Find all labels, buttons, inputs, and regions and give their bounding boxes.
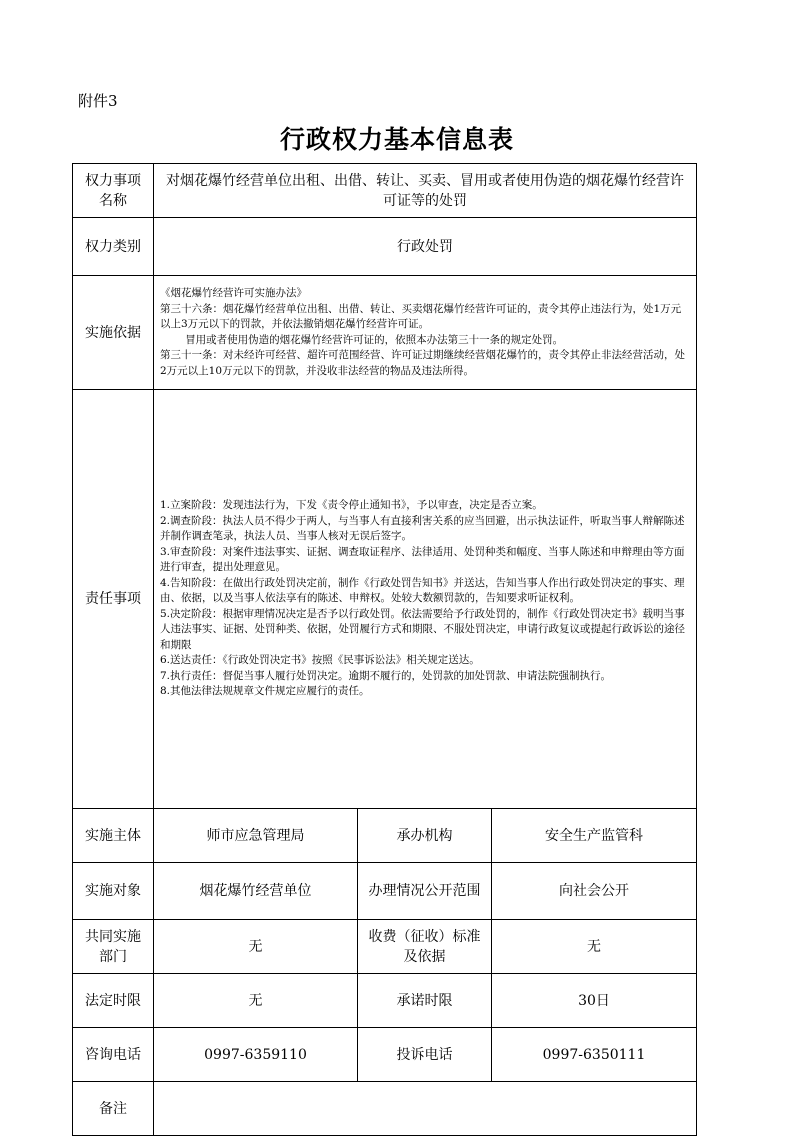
responsibility-line: 5.决定阶段：根据审理情况决定是否予以行政处罚。依法需要给予行政处罚的，制作《行政处罚决定书》载明当事人违法事实、证据、处罚种类、依据，处罚履行方式和期限、不服处罚决定，申请行政复议或提起行政诉讼的途径和期限 xyxy=(160,607,685,651)
promised-time-limit-value: 30日 xyxy=(491,973,697,1028)
responsibility-line: 2.调查阶段：执法人员不得少于两人，与当事人有直接利害关系的应当回避，出示执法证件，听取当事人辩解陈述并制作调查笔录，执法人员、当事人核对无误后签字。 xyxy=(160,514,685,543)
disclosure-scope-label: 办理情况公开范围 xyxy=(357,862,492,920)
handling-org-value: 安全生产监管科 xyxy=(491,808,697,863)
basis-label: 实施依据 xyxy=(72,275,154,390)
info-table xyxy=(72,163,697,1117)
basis-content xyxy=(153,275,697,390)
fee-standard-label: 收费（征收）标准及依据 xyxy=(357,919,492,974)
responsibility-line: 1.立案阶段：发现违法行为，下发《责令停止通知书》，予以审查，决定是否立案。 xyxy=(160,499,543,512)
attachment-label: 附件3 xyxy=(78,92,118,110)
responsibility-line: 3.审查阶段：对案件违法事实、证据、调查取证程序、法律适用、处罚种类和幅度、当事人陈述和申辩理由等方面进行审查，提出处理意见。 xyxy=(160,545,685,574)
responsibility-line: 7.执行责任：督促当事人履行处罚决定。逾期不履行的，处罚款的加处罚款、申请法院强制执行。 xyxy=(160,669,612,682)
basis-line: 《烟花爆竹经营许可实施办法》 xyxy=(160,287,307,299)
promised-time-limit-label: 承诺时限 xyxy=(357,973,492,1028)
category-label: 权力类别 xyxy=(72,217,154,276)
basis-line: 冒用或者使用伪造的烟花爆竹经营许可证的，依照本办法第三十一条的规定处罚。 xyxy=(185,333,564,346)
basis-line: 第三十六条：烟花爆竹经营单位出租、出借、转让、买卖烟花爆竹经营许可证的，责令其停止违法行为，处1万元以上3万元以下的罚款，并依法撤销烟花爆竹经营许可证。 xyxy=(160,302,682,330)
responsibility-line: 6.送达责任：《行政处罚决定书》按照《民事诉讼法》相关规定送达。 xyxy=(160,654,480,667)
responsibility-content xyxy=(153,389,697,809)
legal-time-limit-label: 法定时限 xyxy=(72,973,154,1028)
implementer-value: 师市应急管理局 xyxy=(153,808,358,863)
remark-label: 备注 xyxy=(72,1081,154,1136)
responsibility-line: 4.告知阶段：在做出行政处罚决定前，制作《行政处罚告知书》并送达，告知当事人作出行政处罚决定的事实、理由、依据，以及当事人依法享有的陈述、申辩权。处较大数额罚款的，告知要求听证权利。 xyxy=(160,576,685,605)
basis-line: 第三十一条：对未经许可经营、超许可范围经营、许可证过期继续经营烟花爆竹的，责令其停止非法经营活动，处2万元以上10万元以下的罚款，并没收非法经营的物品及违法所得。 xyxy=(160,349,685,377)
handling-org-label: 承办机构 xyxy=(357,808,492,863)
remark-value xyxy=(153,1081,697,1136)
target-value: 烟花爆竹经营单位 xyxy=(153,862,358,920)
page-title: 行政权力基本信息表 xyxy=(279,125,514,154)
implementer-label: 实施主体 xyxy=(72,808,154,863)
category-value: 行政处罚 xyxy=(153,217,697,276)
legal-time-limit-value: 无 xyxy=(153,973,358,1028)
complaint-phone-value: 0997-6350111 xyxy=(491,1027,697,1082)
responsibility-line: 8.其他法律法规规章文件规定应履行的责任。 xyxy=(160,685,370,698)
complaint-phone-label: 投诉电话 xyxy=(357,1027,492,1082)
fee-standard-value: 无 xyxy=(491,919,697,974)
item-name-value: 对烟花爆竹经营单位出租、出借、转让、买卖、冒用或者使用伪造的烟花爆竹经营许可证等的处罚 xyxy=(153,163,697,218)
consult-phone-label: 咨询电话 xyxy=(72,1027,154,1082)
joint-dept-label: 共同实施部门 xyxy=(72,919,154,974)
item-name-label: 权力事项名称 xyxy=(72,163,154,218)
target-label: 实施对象 xyxy=(72,862,154,920)
joint-dept-value: 无 xyxy=(153,919,358,974)
disclosure-scope-value: 向社会公开 xyxy=(491,862,697,920)
consult-phone-value: 0997-6359110 xyxy=(153,1027,358,1082)
responsibility-label: 责任事项 xyxy=(72,389,154,809)
